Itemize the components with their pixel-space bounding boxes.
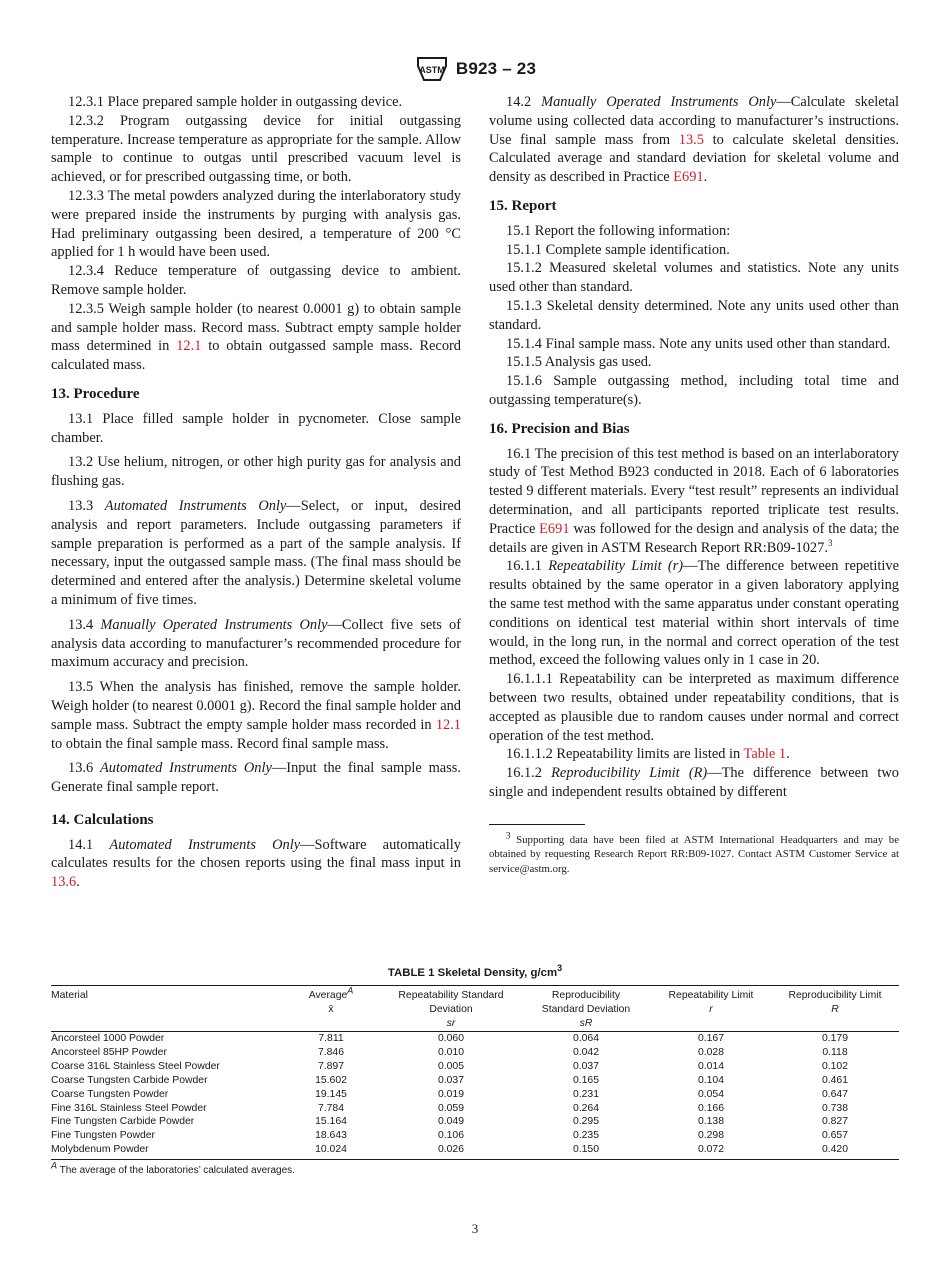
- paragraph: 16.1.2 Reproducibility Limit (R)—The difference between two single and independent results obtained by different: [489, 765, 900, 800]
- page-header: [0, 52, 950, 86]
- paragraph: 13.2 Use helium, nitrogen, or other high purity gas for analysis and flushing gas.: [51, 454, 461, 490]
- table-cell-value: 0.138: [697, 1116, 724, 1128]
- table-cell-value: 15.602: [315, 1074, 347, 1086]
- table-row: [51, 1102, 899, 1116]
- section-heading: 14. Calculations: [51, 811, 154, 828]
- footnote-divider: [489, 824, 585, 825]
- right-column: [489, 93, 899, 876]
- column-header-reproducibility-limit: Reproducibility Limit R: [771, 986, 899, 1032]
- table-cell-value: 0.295: [572, 1116, 599, 1128]
- table-cell-value: 10.024: [281, 1143, 381, 1159]
- table-cell-value: 0.026: [381, 1143, 521, 1159]
- table-cell-value: 0.179: [821, 1033, 848, 1044]
- column-header-reproducibility-sd: Reproducibility Standard Deviation sR: [521, 986, 651, 1032]
- table-cell-value: 0.738: [821, 1102, 848, 1114]
- table-cell-value: 7.784: [317, 1102, 344, 1114]
- table-cell-value: 7.846: [317, 1046, 344, 1058]
- table-cell-value: 0.037: [572, 1060, 599, 1072]
- table-cell-value: 0.104: [697, 1074, 724, 1086]
- table-cell-value: 0.231: [572, 1088, 599, 1100]
- paragraph: 12.3.5 Weigh sample holder (to nearest 0.0001 g) to obtain sample and sample holder mass. Record mass. Subtract empty sample holder mass determined in 12.1 to obtain outgassed sample mass. Record calculated mass.: [51, 300, 461, 374]
- table-cell-value: 0.049: [437, 1116, 464, 1128]
- table-cell-material: Fine Tungsten Powder: [51, 1130, 155, 1142]
- table-cell-value: 0.042: [572, 1046, 599, 1058]
- paragraph: 13.6 Automated Instruments Only—Input the final sample mass. Generate final sample report.: [51, 760, 461, 796]
- table-cell-value: 0.010: [437, 1046, 464, 1058]
- table-cell-material: Fine 316L Stainless Steel Powder: [51, 1102, 207, 1114]
- table-cell-value: 0.165: [572, 1074, 599, 1086]
- paragraph: 12.3.3 The metal powders analyzed during the interlaboratory study were prepared inside the instruments by purging with analysis gas. Had preliminary outgassing been desired, a temperature of 200 °C applied for 1 h would have been used.: [51, 187, 461, 261]
- svg-text:ASTM: ASTM: [419, 65, 445, 75]
- table-row: [51, 1032, 899, 1046]
- table-footnote: $^A$ The average of the laboratories’ calculated averages.: [51, 1160, 295, 1177]
- column-header-repeatability-sd: Repeatability Standard Deviation sr: [381, 986, 521, 1032]
- table-cell-value: 0.298: [697, 1130, 724, 1142]
- table-row: [51, 1046, 899, 1060]
- section-link[interactable]: 12.1: [176, 338, 202, 355]
- table-cell-material: Fine Tungsten Carbide Powder: [51, 1116, 195, 1128]
- table-row: [51, 1129, 899, 1143]
- standard-designation: B923 – 23: [455, 59, 537, 78]
- table-cell-value: 0.166: [697, 1102, 724, 1114]
- section-heading: 15. Report: [489, 197, 557, 214]
- table-cell-value: 0.054: [697, 1088, 724, 1100]
- table-cell-value: 0.420: [771, 1143, 899, 1159]
- column-header-repeatability-limit: Repeatability Limit r: [651, 986, 771, 1032]
- table-cell-value: 0.028: [697, 1046, 724, 1058]
- table-cell-value: 0.461: [821, 1074, 848, 1086]
- column-header-average: Average$^A$ x̄: [281, 986, 381, 1032]
- paragraph: 12.3.1 Place prepared sample holder in outgassing device.: [68, 94, 403, 110]
- paragraph: 16.1 The precision of this test method is based on an interlaboratory study of Test Method B923 conducted in 2018. Each of 6 laboratories tested 9 different materials. Every “test result” represents an individual determination, and all participants reported triplicate test results. Practice E691 was followed for the design and analysis of the data; the details are given in ASTM Research Report RR:B09-1027.$^3$: [489, 445, 899, 556]
- table-title: TABLE 1 Skeletal Density, $g/cm^3$: [387, 963, 563, 979]
- left-column: [51, 93, 461, 892]
- table-cell-value: 0.005: [437, 1060, 464, 1072]
- table-cell-value: 7.811: [318, 1033, 344, 1044]
- table-cell-value: 19.145: [315, 1088, 347, 1100]
- table-row: [51, 1115, 899, 1129]
- density-table: [51, 985, 899, 1160]
- table-cell-value: 0.167: [697, 1033, 724, 1044]
- footnote-ref: 3: [827, 537, 833, 548]
- table-cell-value: 0.827: [821, 1116, 848, 1128]
- paragraph: 13.4 Manually Operated Instruments Only—Collect five sets of analysis data according to manufacturer’s recommended procedure for maximum accuracy and precision.: [51, 616, 461, 671]
- standard-link[interactable]: E691: [673, 169, 704, 186]
- table-row: [51, 1060, 899, 1074]
- table-cell-value: 0.118: [822, 1046, 848, 1058]
- paragraph: 12.3.4 Reduce temperature of outgassing device to ambient. Remove sample holder.: [51, 263, 461, 298]
- footnote: $^3$ Supporting data have been filed at ASTM International Headquarters and may be obtained by requesting Research Report RR:B09-1027. Contact ASTM Customer Service at service@astm.org.: [489, 830, 899, 875]
- paragraph: 15.1 Report the following information:: [506, 222, 731, 239]
- table-cell-material: Ancorsteel 85HP Powder: [51, 1046, 167, 1058]
- table-cell-value: 0.102: [821, 1060, 848, 1072]
- column-header-material: Material: [51, 986, 281, 1032]
- table-cell-value: 18.643: [315, 1130, 347, 1142]
- table-row: [51, 1143, 899, 1159]
- paragraph: 13.1 Place filled sample holder in pycnometer. Close sample chamber.: [51, 410, 461, 446]
- table-cell-value: 0.072: [651, 1143, 771, 1159]
- table-cell-material: Ancorsteel 1000 Powder: [51, 1033, 165, 1044]
- table-cell-value: 0.150: [521, 1143, 651, 1159]
- paragraph: 12.3.2 Program outgassing device for initial outgassing temperature. Increase temperature as appropriate for the sample. Allow sample to continue to outgas until prescribed vacuum level is achieved, or for prescribed outgassing time, or both.: [51, 112, 461, 186]
- density-table-block: [51, 963, 899, 1177]
- paragraph: 15.1.5 Analysis gas used.: [506, 354, 652, 371]
- page-number: 3: [471, 1221, 479, 1236]
- table-cell-value: 0.019: [437, 1088, 464, 1100]
- table-cell-value: 7.897: [317, 1060, 344, 1072]
- astm-logo-icon: [414, 54, 450, 84]
- section-link[interactable]: 12.1: [435, 716, 461, 733]
- table-cell-value: 15.164: [315, 1116, 347, 1128]
- paragraph: 14.1 Automated Instruments Only—Software automatically calculates results for the chosen reports using the final mass input in 13.6.: [51, 836, 461, 891]
- table-cell-value: 0.037: [437, 1074, 464, 1086]
- table-cell-value: 0.064: [572, 1033, 599, 1044]
- section-heading: 16. Precision and Bias: [489, 420, 630, 437]
- section-heading: 13. Procedure: [51, 385, 140, 402]
- paragraph: 16.1.1.1 Repeatability can be interpreted as maximum difference between two results, obtained under repeatability conditions, that is accepted as plausible due to random causes under normal and correct operation of the test method.: [489, 671, 899, 744]
- table-cell-value: 0.657: [821, 1130, 848, 1142]
- section-link[interactable]: 13.5: [678, 131, 704, 148]
- table-row: [51, 1074, 899, 1088]
- table-cell-material: Coarse Tungsten Powder: [51, 1088, 169, 1100]
- paragraph: 13.5 When the analysis has finished, remove the sample holder. Weigh holder (to nearest 0.0001 g). Record the final sample holder and sample mass. Subtract the empty sample holder mass recorded in 12.1 to obtain the final sample mass. Record final sample mass.: [51, 679, 461, 752]
- table-cell-material: Coarse 316L Stainless Steel Powder: [51, 1060, 220, 1072]
- paragraph: 15.1.6 Sample outgassing method, including total time and outgassing temperature(s).: [489, 373, 899, 408]
- table-cell-value: 0.106: [437, 1130, 464, 1142]
- paragraph: 15.1.2 Measured skeletal volumes and statistics. Note any units used other than standard.: [489, 260, 899, 296]
- paragraph: 15.1.4 Final sample mass. Note any units used other than standard.: [506, 335, 891, 352]
- table-cell-material: Coarse Tungsten Carbide Powder: [51, 1074, 208, 1086]
- table-row: [51, 1088, 899, 1102]
- paragraph: 15.1.1 Complete sample identification.: [506, 241, 730, 258]
- table-cell-value: 0.264: [572, 1102, 599, 1114]
- table-cell-value: 0.647: [821, 1088, 848, 1100]
- paragraph: 15.1.3 Skeletal density determined. Note any units used other than standard.: [489, 297, 899, 333]
- table-cell-value: 0.235: [572, 1130, 599, 1142]
- paragraph: 16.1.1 Repeatability Limit (r)—The difference between repetitive results obtained by the same operator in a given laboratory applying the same test method with the same apparatus under constant operating conditions on identical test material within short intervals of time would, in the long run, in the normal and correct operation of the test method, exceed the following values only in 1 case in 20.: [489, 558, 899, 669]
- table-cell-value: 0.059: [437, 1102, 464, 1114]
- paragraph: 14.2 Manually Operated Instruments Only—Calculate skeletal volume using collected data according to manufacturer’s instructions. Use final sample mass from 13.5 to calculate skeletal densities. Calculated average and standard deviation for skeletal volume and density as described in Practice E691.: [489, 94, 899, 186]
- table-cell-material: Molybdenum Powder: [51, 1143, 281, 1159]
- table-header-row: [51, 986, 899, 1032]
- standard-link[interactable]: E691: [539, 520, 570, 537]
- paragraph: 13.3 Automated Instruments Only—Select, or input, desired analysis and report parameters. Include outgassing parameters if sample preparation is performed as a part of the sample analysis. If necessary, input the outgassed sample mass. (The final mass should be determined and entered after the analysis.) Determine skeletal volume a minimum of five times.: [51, 497, 461, 608]
- table-link[interactable]: Table 1: [743, 746, 787, 763]
- table-cell-value: 0.014: [697, 1060, 724, 1072]
- section-link[interactable]: 13.6: [51, 874, 77, 891]
- table-cell-value: 0.060: [437, 1033, 464, 1044]
- paragraph: 16.1.1.2 Repeatability limits are listed in Table 1.: [506, 746, 790, 763]
